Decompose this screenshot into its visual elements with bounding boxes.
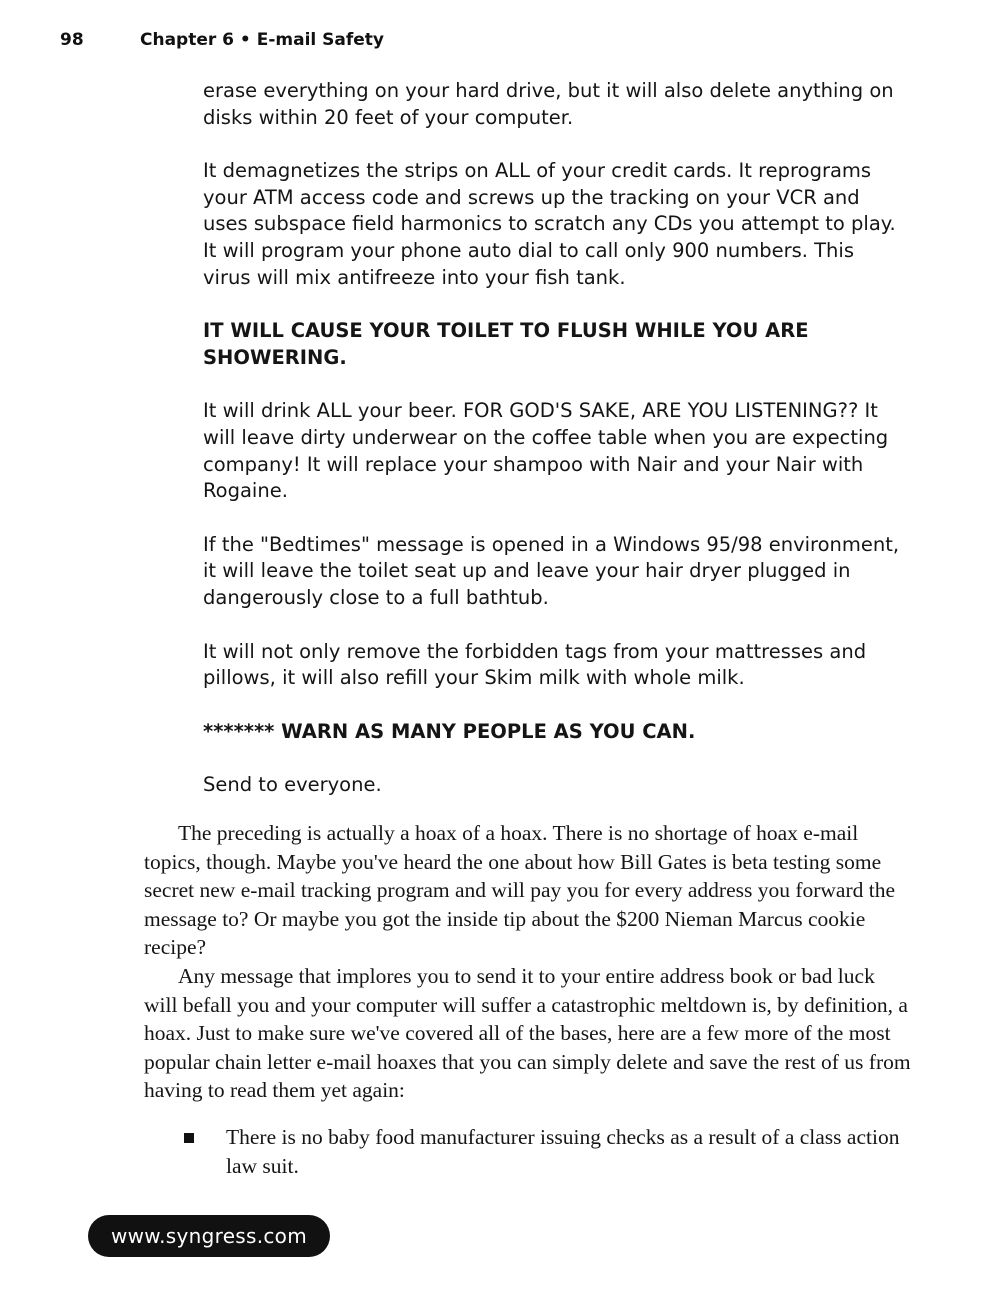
body-paragraph: The preceding is actually a hoax of a hoax. There is no shortage of hoax e-mail topics, though. Maybe you've heard the one about how Bill Gates is beta testing some secret new e-mail tracking program and will pay you for every address you forward the message to? Or maybe you got the inside tip about the $200 Nieman Marcus cookie recipe? — [144, 821, 896, 960]
square-bullet-icon — [184, 1133, 194, 1143]
chapter-title: Chapter 6 • E-mail Safety — [140, 30, 384, 50]
hoax-paragraph: It will drink ALL your beer. FOR GOD'S SAKE, ARE YOU LISTENING?? It will leave dirty underwear on the coffee table when you are expecting company! It will replace your shampoo with Nair and your Nair with Rogaine. — [203, 399, 889, 503]
body-paragraph: Any message that implores you to send it to your entire address book or bad luck will befall you and your computer will suffer a catastrophic meltdown is, by definition, a hoax. Just to make sure we've covered all of the bases, here are a few more of the most popular chain letter e-mail hoaxes that you can simply delete and save the rest of us from having to read them yet again: — [144, 963, 911, 1103]
running-header — [60, 30, 384, 50]
hoax-paragraph: ******* WARN AS MANY PEOPLE AS YOU CAN. — [203, 719, 696, 743]
publisher-url-text: www.syngress.com — [110, 1224, 308, 1248]
hoax-paragraph: IT WILL CAUSE YOUR TOILET TO FLUSH WHILE YOU ARE SHOWERING. — [203, 319, 809, 369]
hoax-message — [203, 78, 903, 826]
list-item — [144, 1123, 912, 1180]
body-text — [144, 819, 912, 1180]
hoax-paragraph: Send to everyone. — [203, 773, 382, 797]
hoax-paragraph: erase everything on your hard drive, but it will also delete anything on disks within 20 feet of your computer. — [203, 79, 894, 129]
list-item-text: There is no baby food manufacturer issuing checks as a result of a class action law suit. — [226, 1124, 900, 1178]
hoax-paragraph: If the "Bedtimes" message is opened in a Windows 95/98 environment, it will leave the toilet seat up and leave your hair dryer plugged in dangerously close to a full bathtub. — [203, 532, 900, 609]
hoax-paragraph: It will not only remove the forbidden tags from your mattresses and pillows, it will also refill your Skim milk with whole milk. — [203, 639, 867, 690]
publisher-url[interactable] — [88, 1215, 330, 1257]
page-number: 98 — [60, 30, 84, 50]
hoax-paragraph: It demagnetizes the strips on ALL of your credit cards. It reprograms your ATM access code and screws up the tracking on your VCR and uses subspace field harmonics to scratch any CDs you attempt to play. It will program your phone auto dial to call only 900 numbers. This virus will mix antifreeze into your fish tank. — [203, 159, 896, 289]
